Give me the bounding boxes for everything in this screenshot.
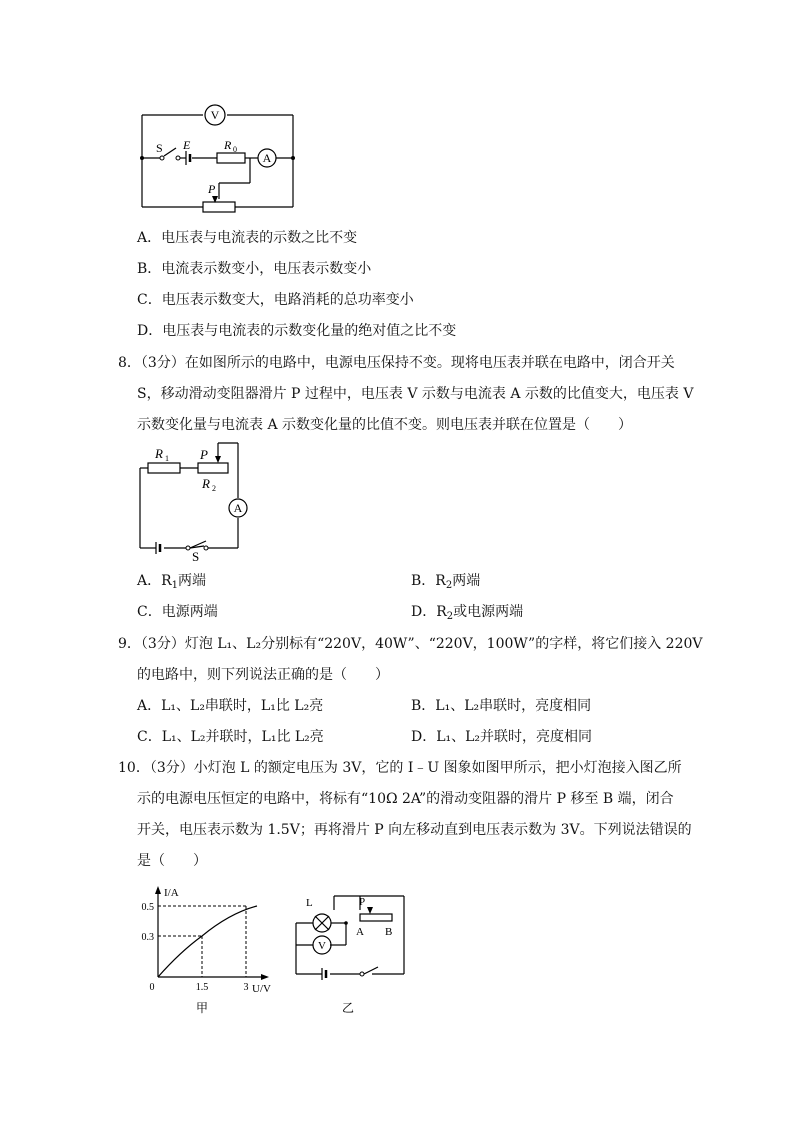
circuit-lamp-label: L: [306, 897, 313, 909]
q9-stem-line1: 9．（3分）灯泡 L₁、L₂分别标有“220V，40W”、“220V，100W”的字样，将它们接入 220V: [118, 636, 703, 652]
q10-circuit-diagram: [288, 890, 413, 1020]
q7-option-b: B．电流表示数变小，电压表示数变小: [137, 261, 372, 277]
q7-circuit-diagram: [130, 95, 310, 220]
graph-x-axis-label: U/V: [252, 983, 271, 995]
q8-r2-subscript: 2: [212, 484, 216, 493]
q8-stem-line1: 8．（3分）在如图所示的电路中，电源电压保持不变。现将电压表并联在电路中，闭合开关: [118, 355, 675, 371]
q9-stem-line2: 的电路中，则下列说法正确的是（ ）: [137, 667, 389, 683]
circuit-voltmeter-label: V: [318, 940, 326, 952]
q10-stem-line1: 10．（3分）小灯泡 L 的额定电压为 3V，它的 I﹣U 图象如图甲所示，把小灯泡接入图乙所: [118, 760, 682, 776]
graph-y-axis-label: I/A: [164, 887, 179, 899]
q7-option-c: C．电压表示数变大，电路消耗的总功率变小: [137, 292, 414, 308]
q10-stem-line4: 是（ ）: [137, 853, 207, 869]
battery-label: E: [183, 138, 191, 152]
q9-option-d: D．L₁、L₂并联时，亮度相同: [411, 729, 593, 745]
q7-option-d: D．电压表与电流表的示数变化量的绝对值之比不变: [137, 323, 457, 339]
slider-label: P: [208, 182, 216, 196]
q8-r1-label: R: [155, 446, 163, 461]
q10-stem-line2: 示的电源电压恒定的电路中，将标有“10Ω 2A”的滑动变阻器的滑片 P 移至 B 端，闭合: [137, 791, 674, 807]
circuit-caption: 乙: [341, 1001, 355, 1015]
q8-r2-label: R: [202, 476, 210, 491]
q8-stem-line2: S，移动滑动变阻器滑片 P 过程中，电压表 V 示数与电流表 A 示数的比值变大，电压表 V: [137, 386, 694, 402]
resistor-subscript: 0: [233, 145, 237, 154]
graph-x-tick-3: 3: [243, 982, 249, 993]
q8-circuit-diagram: [130, 440, 260, 565]
q10-iu-graph: [140, 880, 290, 1020]
q8-option-b: B．$R_2$两端: [411, 573, 481, 591]
q7-option-a: A．电压表与电流表的示数之比不变: [137, 230, 358, 246]
graph-y-tick-05: 0.5: [141, 902, 154, 913]
ammeter-label: A: [262, 151, 272, 165]
q8-r1-subscript: 1: [165, 454, 169, 463]
graph-y-tick-03: 0.3: [141, 932, 154, 943]
resistor-label: R: [224, 138, 232, 152]
graph-x-tick-15: 1.5: [195, 982, 209, 993]
q10-stem-line3: 开关，电压表示数为 1.5V；再将滑片 P 向左移动直到电压表示数为 3V。下列说法错误的: [137, 822, 692, 838]
circuit-terminal-b-label: B: [385, 926, 393, 938]
circuit-terminal-a-label: A: [356, 926, 364, 938]
voltmeter-label: V: [210, 108, 220, 122]
q8-option-c: C．电源两端: [137, 604, 218, 620]
graph-x-tick-0: 0: [149, 982, 155, 993]
q8-option-a: A．$R_1$两端: [137, 573, 207, 591]
q8-switch-label: S: [192, 549, 200, 564]
q8-ammeter-label: A: [233, 501, 243, 515]
switch-label: S: [156, 141, 163, 155]
q8-slider-label: P: [200, 447, 208, 462]
graph-caption: 甲: [195, 1001, 209, 1015]
iu-curve: [158, 906, 257, 977]
circuit-slider-label: P: [359, 896, 366, 908]
q8-stem-line3: 示数变化量与电流表 A 示数变化量的比值不变。则电压表并联在位置是（ ）: [137, 417, 633, 433]
q9-option-a: A．L₁、L₂串联时，L₁比 L₂亮: [137, 698, 324, 714]
q9-option-b: B．L₁、L₂串联时，亮度相同: [411, 698, 592, 714]
q9-option-c: C．L₁、L₂并联时，L₁比 L₂亮: [137, 729, 324, 745]
q8-option-d: D．$R_2$或电源两端: [411, 604, 524, 622]
